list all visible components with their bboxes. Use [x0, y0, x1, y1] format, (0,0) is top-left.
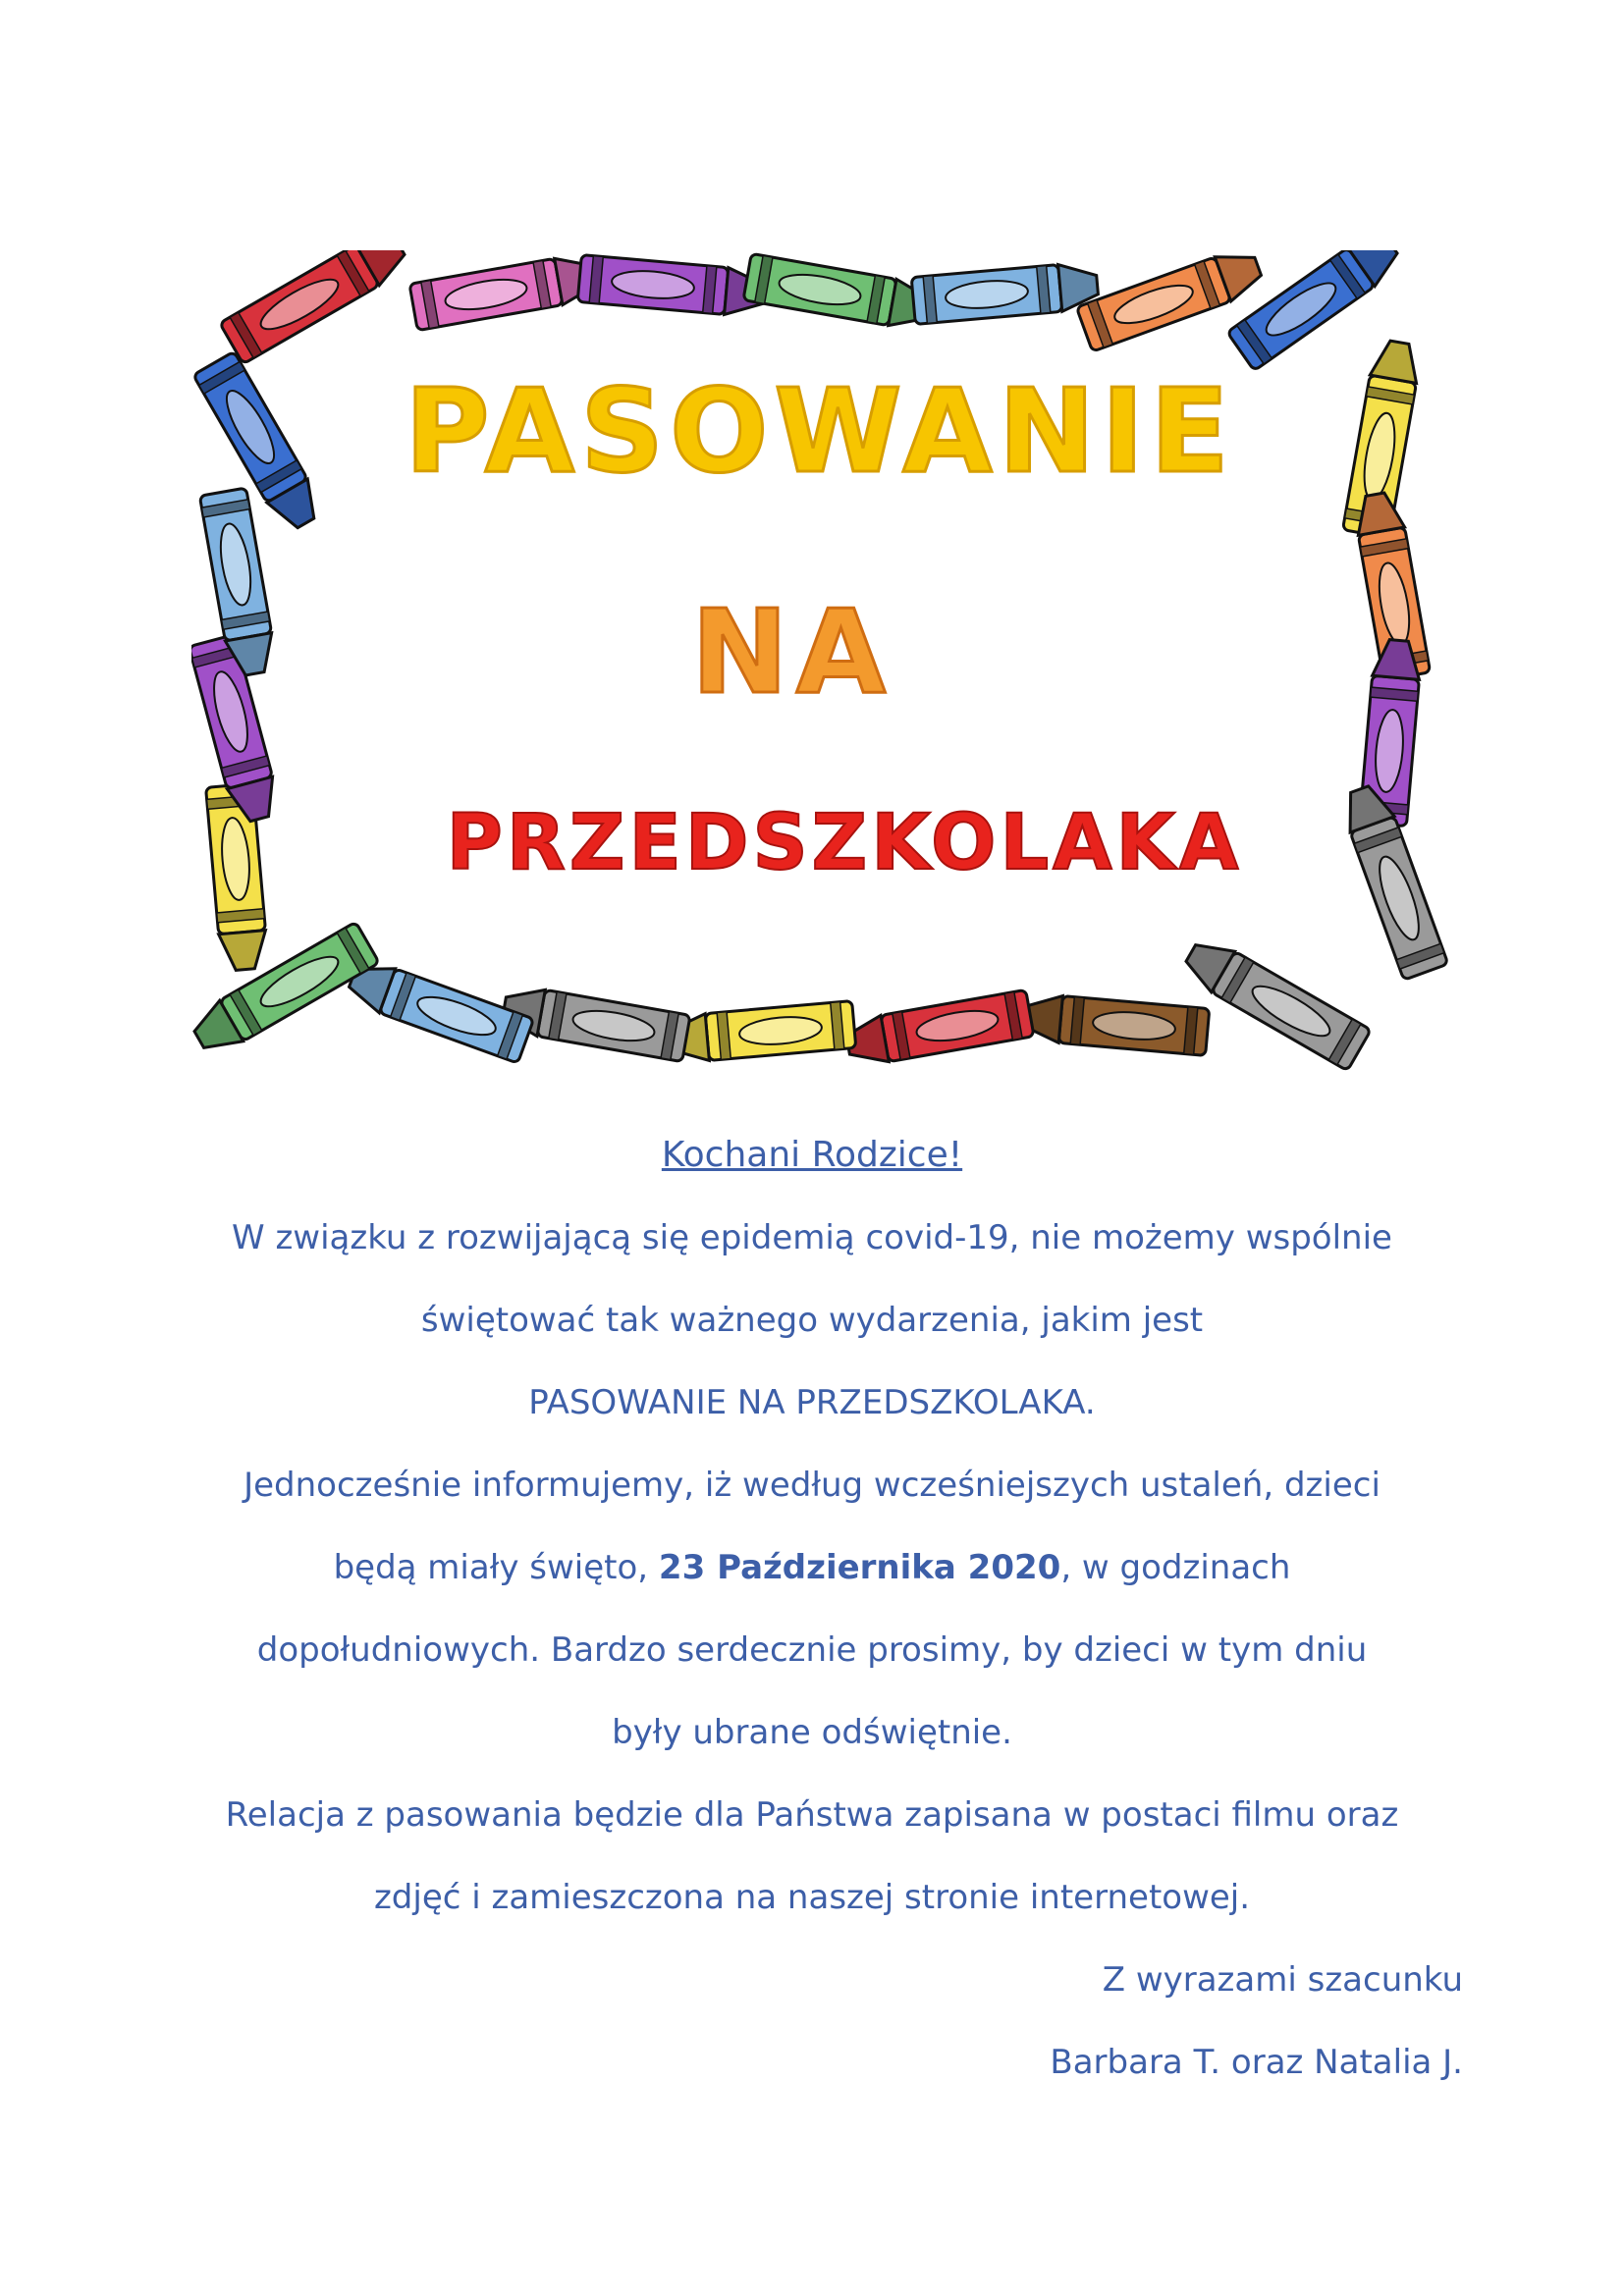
- paragraph-line: W związku z rozwijającą się epidemią covid-19, nie możemy wspólnie: [232, 1218, 1392, 1257]
- closing: Z wyrazami szacunku: [1102, 1960, 1463, 2000]
- paragraph-line: [147, 1526, 1477, 1609]
- crayon-icon: [668, 1001, 855, 1064]
- banner-title-przedszkolaka: PRZEDSZKOLAKA: [446, 799, 1243, 887]
- paragraph-line: zdjęć i zamieszczona na naszej stronie internetowej.: [373, 1878, 1251, 1917]
- banner-title-pasowanie: PASOWANIE: [405, 363, 1235, 499]
- crayon-icon: [1021, 992, 1209, 1055]
- greeting: Kochani Rodzice!: [661, 1135, 963, 1175]
- paragraph-line: Relacja z pasowania będzie dla Państwa zapisana w postaci filmu oraz: [225, 1795, 1399, 1835]
- paragraph-line: dopołudniowych. Bardzo serdecznie prosimy, by dzieci w tym dniu: [256, 1630, 1368, 1670]
- paragraph-line: były ubrane odświętnie.: [612, 1713, 1012, 1752]
- signature: Barbara T. oraz Natalia J.: [1050, 2043, 1463, 2082]
- paragraph-line: PASOWANIE NA PRZEDSZKOLAKA.: [528, 1383, 1096, 1422]
- crayon-icon: [743, 253, 933, 332]
- text-segment: , w godzinach: [1060, 1548, 1291, 1587]
- crayon-icon: [220, 250, 411, 364]
- crayon-icon: [409, 252, 599, 331]
- event-date: 23 Października 2020: [658, 1548, 1061, 1587]
- crayon-icon: [191, 922, 379, 1060]
- crayon-frame-banner: [191, 250, 1448, 1095]
- text-segment: będą miały święto,: [333, 1548, 659, 1587]
- paragraph-line: Jednocześnie informujemy, iż według wcześniejszych ustaleń, dzieci: [244, 1466, 1380, 1505]
- paragraph-line: świętować tak ważnego wydarzenia, jakim jest: [420, 1301, 1204, 1340]
- crayon-icon: [577, 255, 765, 318]
- crayon-icon: [1179, 933, 1371, 1071]
- crayon-icon: [844, 989, 1034, 1068]
- crayon-icon: [911, 261, 1099, 324]
- crayon-icon: [345, 956, 534, 1063]
- letter-body: [147, 1114, 1477, 2104]
- banner-title-na: NA: [690, 584, 894, 720]
